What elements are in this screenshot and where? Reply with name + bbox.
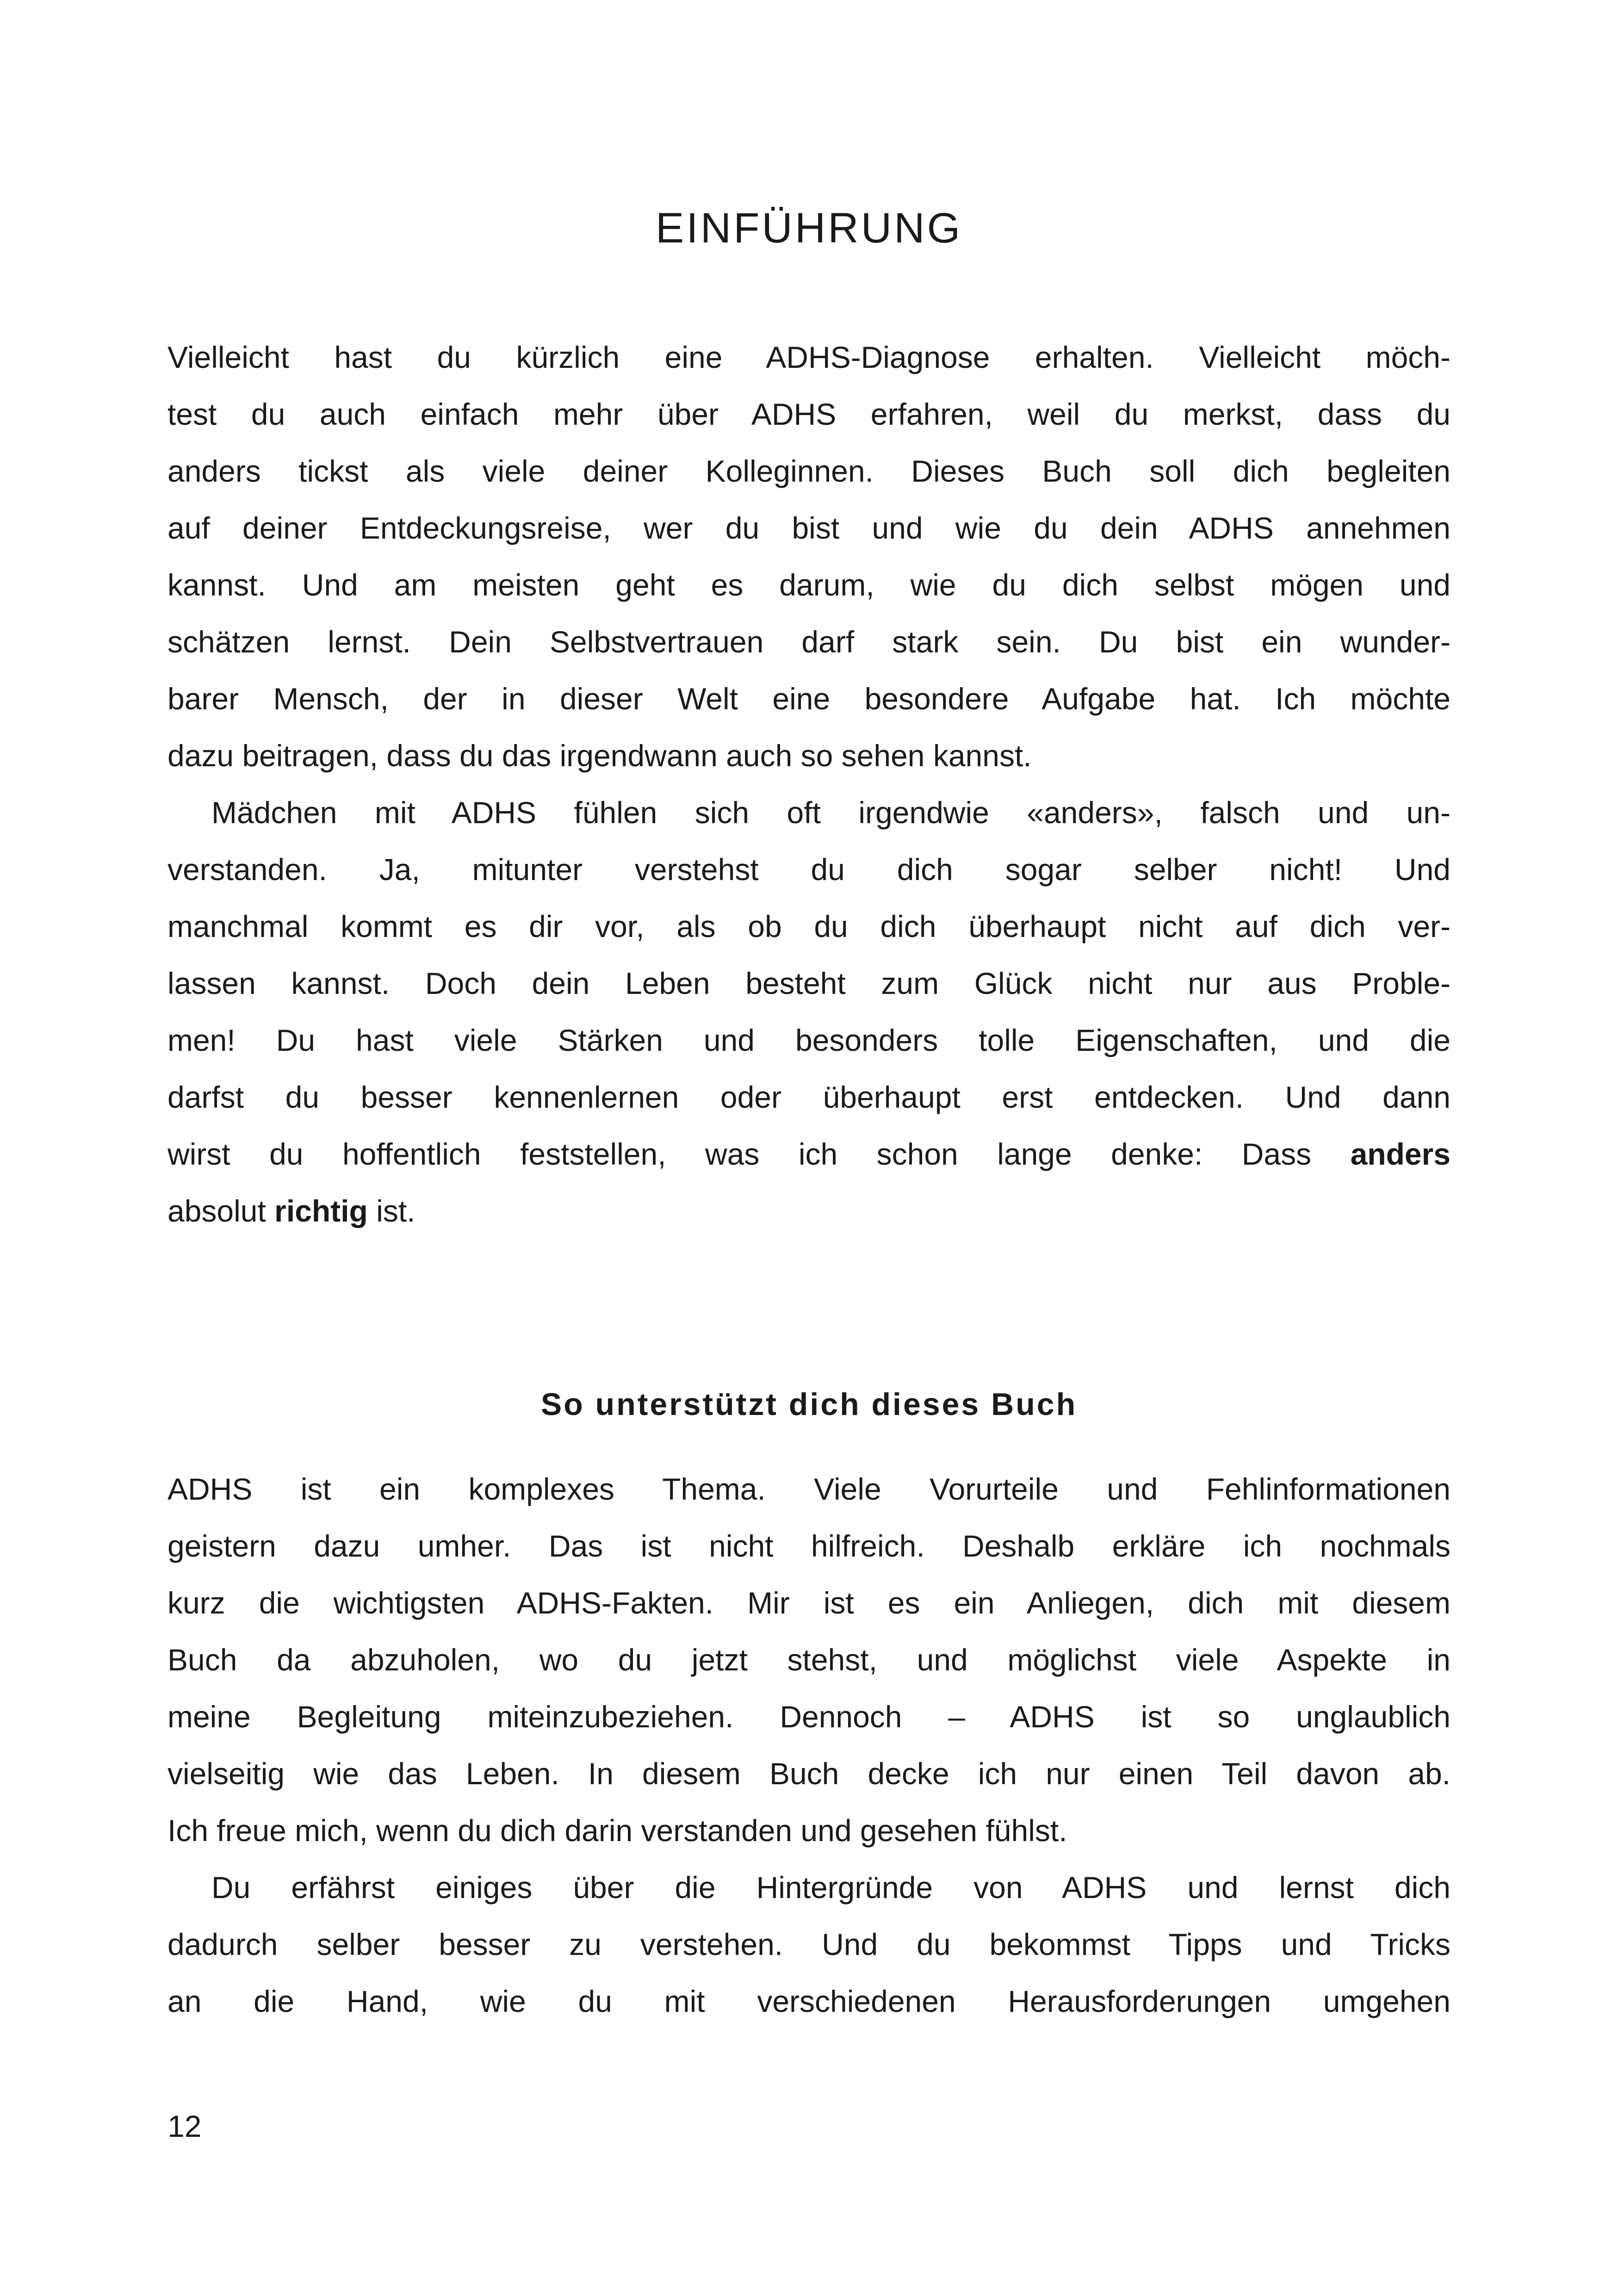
text-line: darfst du besser kennenlernen oder überhaupt erst entdecken. Und dann bbox=[167, 1080, 1451, 1114]
text-line: vielseitig wie das Leben. In diesem Buch decke ich nur einen Teil davon ab. bbox=[167, 1756, 1451, 1791]
text-line: absolut richtig ist. bbox=[167, 1194, 415, 1228]
text-line: dadurch selber besser zu verstehen. Und du bekommst Tipps und Tricks bbox=[167, 1927, 1451, 1961]
text-line: lassen kannst. Doch dein Leben besteht zum Glück nicht nur aus Proble- bbox=[167, 966, 1451, 1000]
page-title: EINFÜHRUNG bbox=[655, 205, 963, 252]
text-line: Du erfährst einiges über die Hintergründe von ADHS und lernst dich bbox=[211, 1870, 1451, 1905]
text-line: verstanden. Ja, mitunter verstehst du dich sogar selber nicht! Und bbox=[167, 852, 1451, 887]
text-line: barer Mensch, der in dieser Welt eine besondere Aufgabe hat. Ich möchte bbox=[167, 682, 1451, 716]
text-line: kurz die wichtigsten ADHS-Fakten. Mir ist es ein Anliegen, dich mit diesem bbox=[167, 1586, 1451, 1620]
text-line: dazu beitragen, dass du das irgendwann auch so sehen kannst. bbox=[167, 738, 1032, 773]
text-line: Vielleicht hast du kürzlich eine ADHS-Diagnose erhalten. Vielleicht möch- bbox=[167, 340, 1451, 374]
text-line: anders tickst als viele deiner Kolleginnen. Dieses Buch soll dich begleiten bbox=[167, 454, 1451, 488]
text-line: auf deiner Entdeckungsreise, wer du bist und wie du dein ADHS annehmen bbox=[167, 511, 1451, 545]
section-heading: So unterstützt dich dieses Buch bbox=[540, 1387, 1078, 1422]
text-line: wirst du hoffentlich feststellen, was ich schon lange denke: Dass anders bbox=[167, 1137, 1451, 1171]
body-text bbox=[167, 329, 1451, 2030]
text-line: test du auch einfach mehr über ADHS erfahren, weil du merkst, dass du bbox=[167, 397, 1451, 431]
text-line: kannst. Und am meisten geht es darum, wie du dich selbst mögen und bbox=[167, 568, 1451, 602]
text-line: meine Begleitung miteinzubeziehen. Dennoch – ADHS ist so unglaublich bbox=[167, 1700, 1451, 1734]
text-line: Buch da abzuholen, wo du jetzt stehst, und möglichst viele Aspekte in bbox=[167, 1643, 1451, 1677]
text-line: manchmal kommt es dir vor, als ob du dich überhaupt nicht auf dich ver- bbox=[167, 909, 1451, 943]
text-line: an die Hand, wie du mit verschiedenen Herausforderungen umgehen bbox=[167, 1984, 1451, 2018]
text-line: men! Du hast viele Stärken und besonders tolle Eigenschaften, und die bbox=[167, 1023, 1451, 1057]
text-line: schätzen lernst. Dein Selbstvertrauen darf stark sein. Du bist ein wunder- bbox=[167, 625, 1451, 659]
text-line: geistern dazu umher. Das ist nicht hilfreich. Deshalb erkläre ich nochmals bbox=[167, 1529, 1451, 1563]
text-line: ADHS ist ein komplexes Thema. Viele Vorurteile und Fehlinformationen bbox=[167, 1472, 1451, 1506]
page-number: 12 bbox=[167, 2109, 202, 2143]
text-line: Ich freue mich, wenn du dich darin verstanden und gesehen fühlst. bbox=[167, 1813, 1067, 1848]
text-line: Mädchen mit ADHS fühlen sich oft irgendwie «anders», falsch und un- bbox=[211, 795, 1451, 830]
